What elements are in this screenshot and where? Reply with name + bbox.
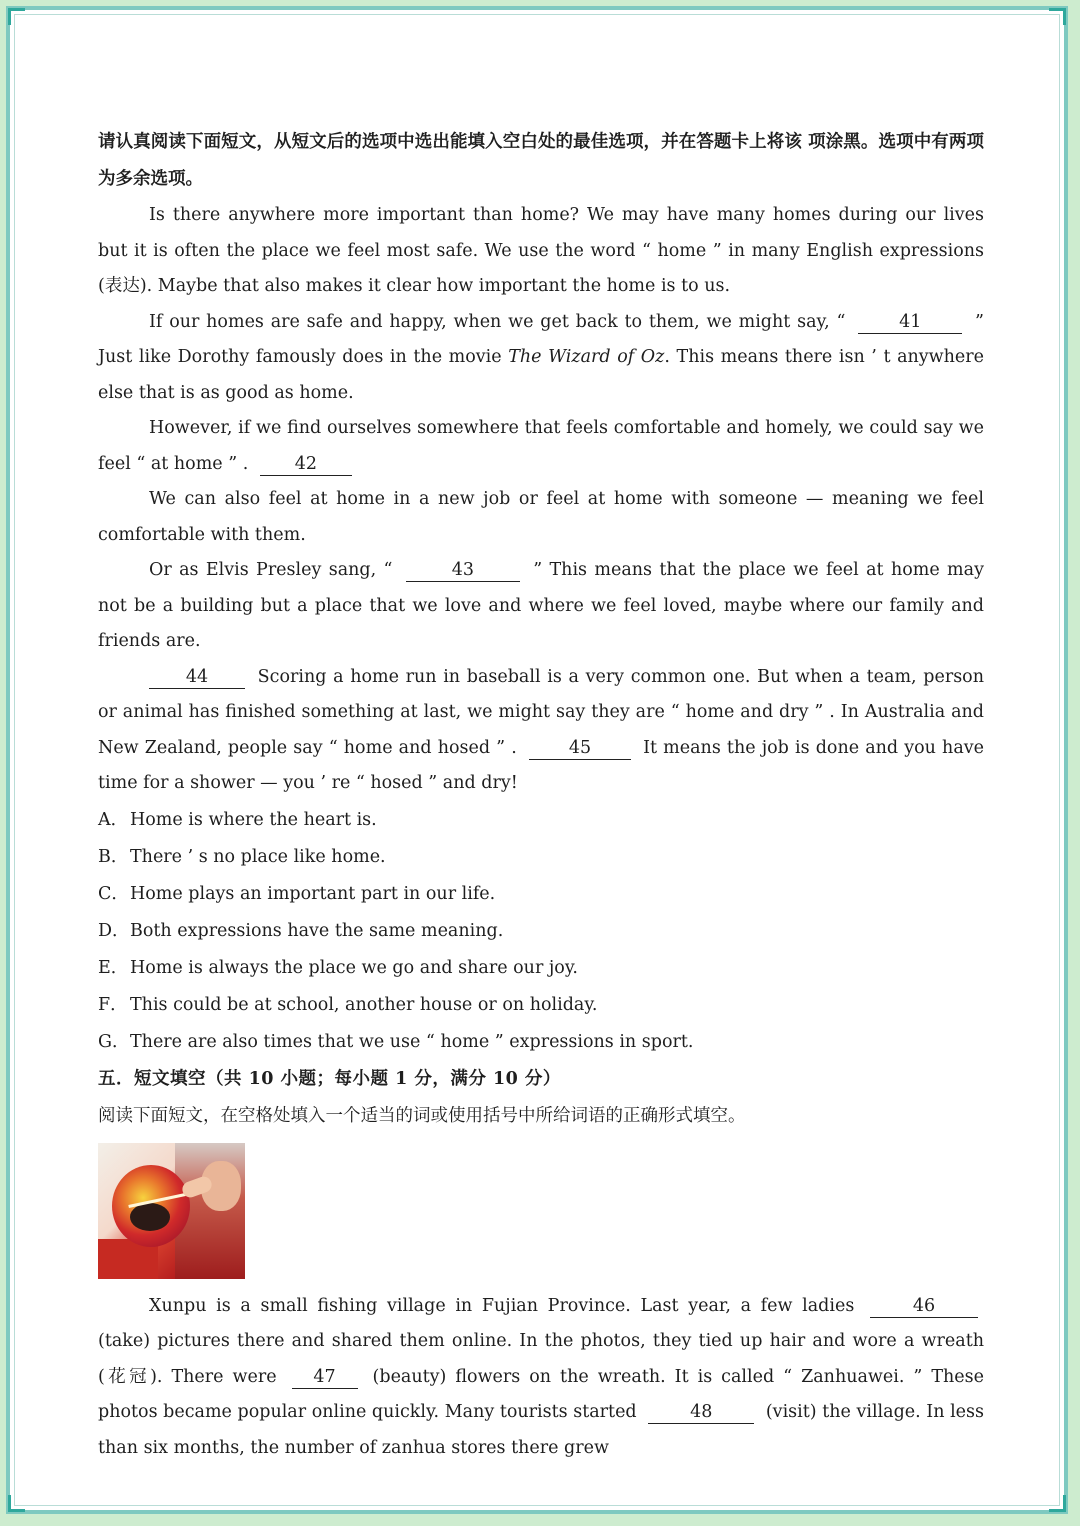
option-letter: A． — [98, 809, 129, 830]
document-content — [98, 124, 984, 1466]
option-text: This could be at school, another house or on holiday. — [130, 994, 598, 1015]
paragraph-text: ” Just like Dorothy famously does in the movie — [98, 311, 984, 367]
option-letter: C． — [98, 883, 129, 904]
zanhua-photo — [98, 1143, 245, 1279]
passage-paragraph-3 — [98, 411, 984, 482]
option-text: There ’ s no place like home. — [130, 846, 386, 867]
corner-ornament — [1049, 1495, 1066, 1512]
option-text: There are also times that we use “ home ” expressions in sport. — [130, 1031, 694, 1052]
option-text: Home is where the heart is. — [130, 809, 377, 830]
passage-paragraph-1: Is there anywhere more important than home? We may have many homes during our lives but it is often the place we feel most safe. We use the word “ home ” in many English expressions (表达). Maybe that also makes it clear how important the home is to us. — [98, 205, 984, 296]
passage2-paragraph — [98, 1289, 984, 1467]
section-title: 五．短文填空（共 10 小题；每小题 1 分，满分 10 分） — [98, 1068, 561, 1089]
answer-blank-44[interactable]: 44 — [149, 666, 245, 689]
option-b[interactable] — [98, 839, 984, 876]
answer-blank-47[interactable]: 47 — [292, 1366, 358, 1389]
paragraph-text: (beauty) flowers on the wreath. It is called “ Zanhuawei. ” These photos became popular online quickly. Many tourists started — [98, 1366, 984, 1422]
paragraph-text: If our homes are safe and happy, when we get back to them, we might say, “ — [149, 311, 846, 332]
answer-blank-45[interactable]: 45 — [529, 737, 631, 760]
paragraph-text: Or as Elvis Presley sang, “ — [149, 560, 393, 580]
option-a[interactable] — [98, 802, 984, 839]
passage-paragraph-4: We can also feel at home in a new job or feel at home with someone — meaning we feel comfortable with them. — [98, 489, 984, 545]
option-g[interactable] — [98, 1024, 984, 1061]
option-letter: E． — [98, 957, 129, 978]
answer-blank-42[interactable]: 42 — [260, 453, 352, 476]
options-list — [98, 802, 984, 1061]
reading-instruction: 请认真阅读下面短文，从短文后的选项中选出能填入空白处的最佳选项，并在答题卡上将该 项涂黑。选项中有两项为多余选项。 — [98, 132, 984, 189]
answer-blank-46[interactable]: 46 — [870, 1295, 978, 1318]
option-f[interactable] — [98, 987, 984, 1024]
option-d[interactable] — [98, 913, 984, 950]
paragraph-text: . This means there isn ’ t anywhere else that is as good as home. — [98, 347, 985, 403]
paragraph-text: It means the job is done and you have time for a shower — you ’ re “ hosed ” and dry! — [98, 737, 984, 793]
section-instruction: 阅读下面短文，在空格处填入一个适当的词或使用括号中所给词语的正确形式填空。 — [98, 1105, 746, 1126]
corner-ornament — [8, 8, 25, 25]
paragraph-text: Xunpu is a small fishing village in Fujian Province. Last year, a few ladies — [149, 1295, 855, 1316]
passage-paragraph-6 — [98, 660, 984, 802]
option-text: Home is always the place we go and share our joy. — [130, 957, 578, 978]
corner-ornament — [8, 1495, 25, 1512]
paragraph-text: Scoring a home run in baseball is a very common one. But when a team, person or animal has finished something at last, we might say they are “ home and dry ” . In Australia and New Zealand, people say “ home and hosed ” . — [98, 666, 984, 758]
paragraph-text: ” This means that the place we feel at home may not be a building but a place that we love and where we feel loved, maybe where our family and friends are. — [98, 560, 984, 651]
option-text: Both expressions have the same meaning. — [130, 920, 504, 941]
paragraph-text: However, if we find ourselves somewhere that feels comfortable and homely, we could say we feel “ at home ” . — [98, 418, 984, 474]
passage-paragraph-2 — [98, 305, 984, 412]
option-text: Home plays an important part in our life. — [130, 883, 496, 904]
corner-ornament — [1049, 8, 1066, 25]
answer-blank-43[interactable]: 43 — [406, 559, 520, 582]
answer-blank-48[interactable]: 48 — [648, 1401, 754, 1424]
option-letter: D． — [98, 920, 130, 941]
option-letter: B． — [98, 846, 129, 867]
movie-title: The Wizard of Oz — [508, 347, 665, 367]
option-e[interactable] — [98, 950, 984, 987]
answer-blank-41[interactable]: 41 — [858, 311, 962, 334]
passage-paragraph-5 — [98, 553, 984, 660]
paragraph-text: (take) pictures there and shared them online. In the photos, they tied up hair and wore a wreath (花冠). There were — [98, 1331, 984, 1387]
paragraph-text: (visit) the village. In less than six months, the number of zanhua stores there grew — [98, 1402, 984, 1458]
option-letter: F． — [98, 994, 128, 1015]
option-c[interactable] — [98, 876, 984, 913]
option-letter: G． — [98, 1031, 130, 1052]
